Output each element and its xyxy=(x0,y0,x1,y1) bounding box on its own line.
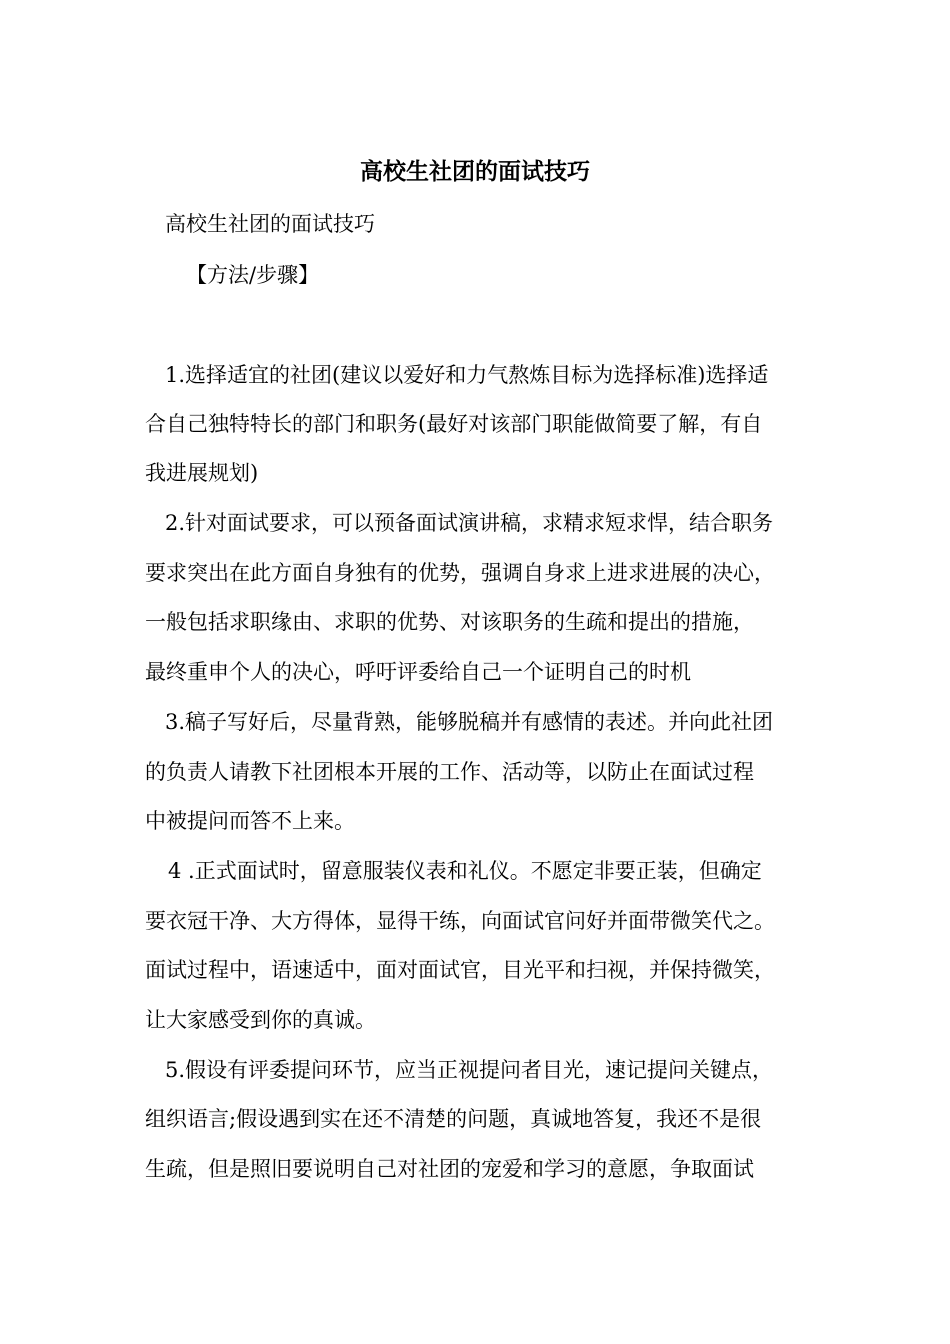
paragraph-5-line-3: 生疏，但是照旧要说明自己对社团的宠爱和学习的意愿，争取面试 xyxy=(145,1157,754,1181)
paragraph-4-line-1: 4 .正式面试时，留意服装仪表和礼仪。不愿定非要正装，但确定 xyxy=(168,859,762,883)
paragraph-4-line-4: 让大家感受到你的真诚。 xyxy=(145,1008,376,1032)
paragraph-2-line-2: 要求突出在此方面自身独有的优势，强调自身求上进求进展的决心， xyxy=(145,561,775,585)
paragraph-3-line-3: 中被提问而答不上来。 xyxy=(145,809,355,833)
paragraph-1-line-1: 1.选择适宜的社团(建议以爱好和力气熬炼目标为选择标准)选择适 xyxy=(165,363,769,387)
paragraph-5-line-1: 5.假设有评委提问环节，应当正视提问者目光，速记提问关键点， xyxy=(165,1058,774,1082)
paragraph-2-line-3: 一般包括求职缘由、求职的优势、对该职务的生疏和提出的措施， xyxy=(145,610,754,634)
paragraph-3-line-2: 的负责人请教下社团根本开展的工作、活动等，以防止在面试过程 xyxy=(145,760,754,784)
paragraph-5-line-2: 组织语言;假设遇到实在还不清楚的问题，真诚地答复，我还不是很 xyxy=(145,1107,762,1131)
document-subtitle: 高校生社团的面试技巧 xyxy=(165,212,375,236)
paragraph-1-line-2: 合自己独特特长的部门和职务(最好对该部门职能做简要了解，有自 xyxy=(145,412,763,436)
paragraph-4-line-3: 面试过程中，语速适中，面对面试官，目光平和扫视，并保持微笑， xyxy=(145,958,775,982)
paragraph-3-line-1: 3.稿子写好后，尽量背熟，能够脱稿并有感情的表述。并向此社团 xyxy=(165,710,774,734)
paragraph-2-line-4: 最终重申个人的决心，呼吁评委给自己一个证明自己的时机 xyxy=(145,660,691,684)
method-heading: 【方法/步骤】 xyxy=(186,263,320,287)
document-title: 高校生社团的面试技巧 xyxy=(360,158,590,185)
paragraph-4-line-2: 要衣冠干净、大方得体，显得干练，向面试官问好并面带微笑代之。 xyxy=(145,909,775,933)
paragraph-1-line-3: 我进展规划) xyxy=(145,461,259,485)
paragraph-2-line-1: 2.针对面试要求，可以预备面试演讲稿，求精求短求悍，结合职务 xyxy=(165,511,774,535)
